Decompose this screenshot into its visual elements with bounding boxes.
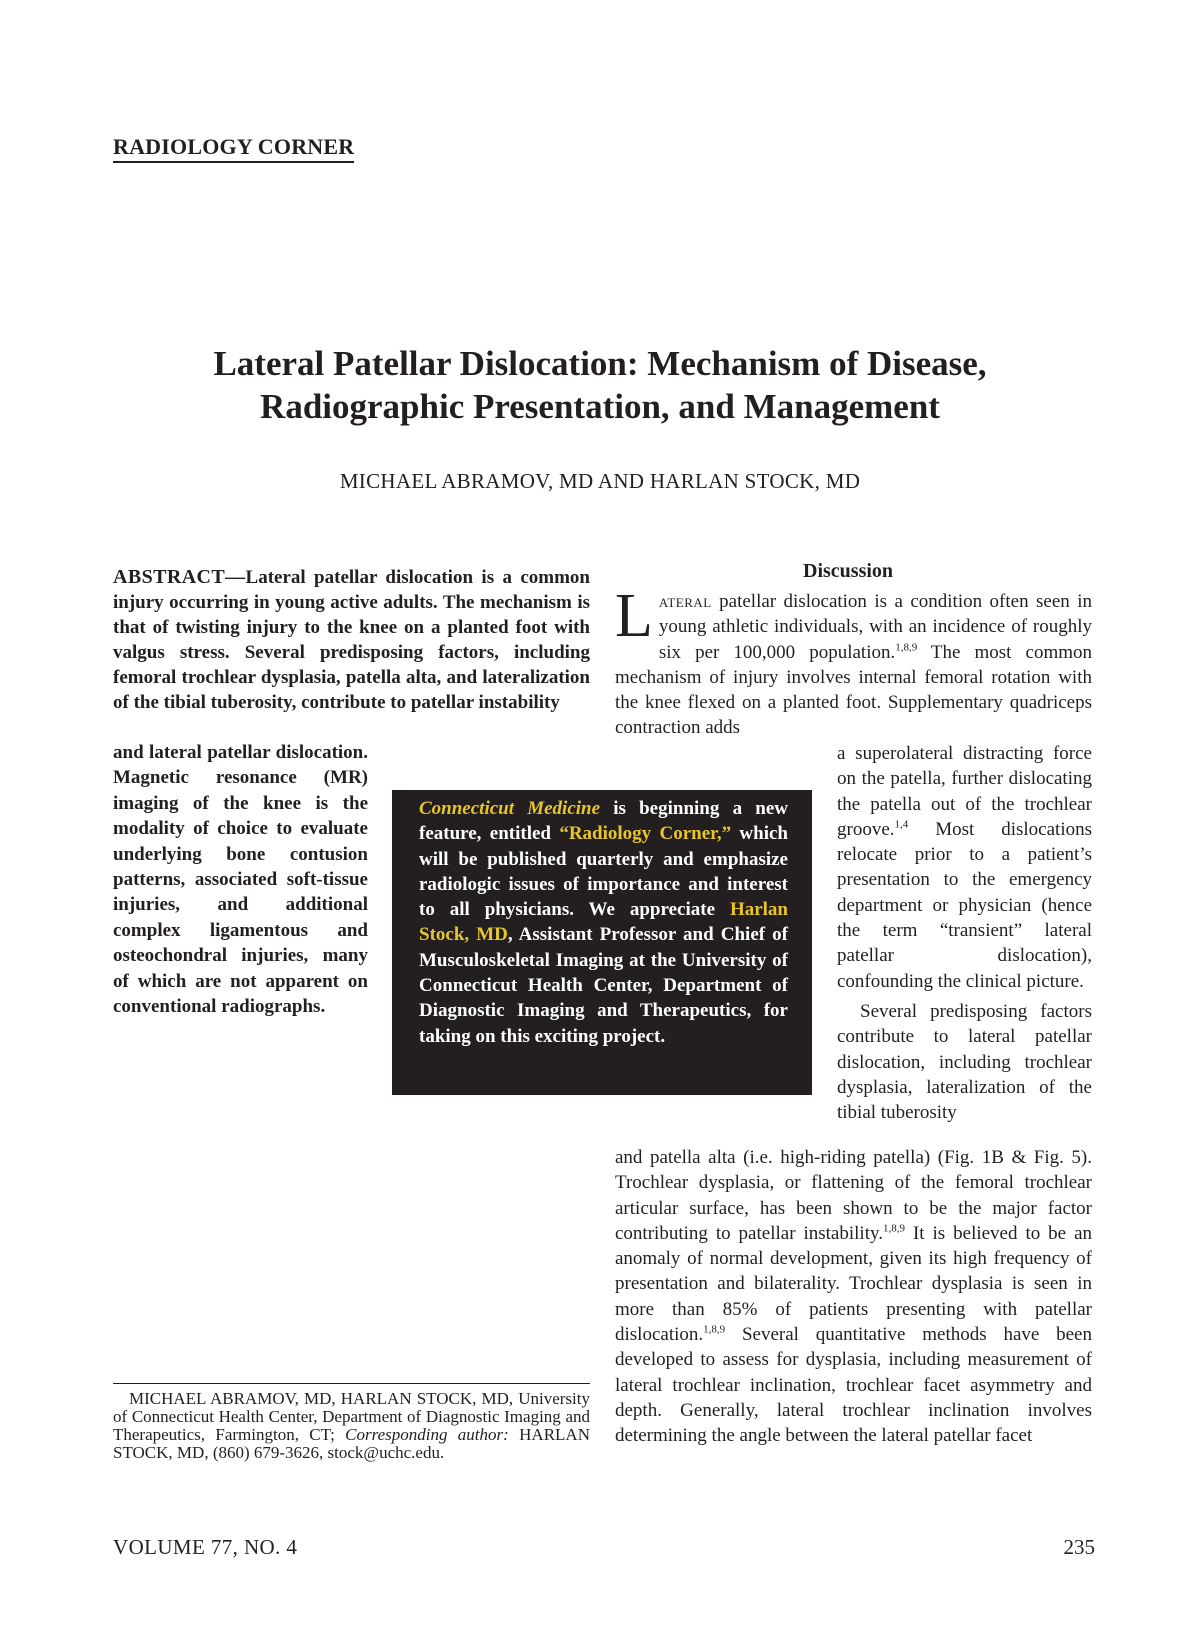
footer-volume: VOLUME 77, NO. 4 bbox=[113, 1535, 298, 1559]
discussion-block-1 bbox=[615, 582, 1092, 741]
abstract-wide bbox=[113, 565, 590, 715]
editorial-callout-box bbox=[392, 790, 812, 1095]
discussion-p1a: patellar dislocation is a condition often seen in young athletic individuals, with an incidence of roughly six per 100,000 population. bbox=[658, 591, 1092, 663]
discussion-p3: Several predisposing factors contribute to lateral patellar dislocation, including trochlear dysplasia, lateralization of the tibial tuberosity bbox=[837, 1000, 1092, 1124]
discussion-p2a: a superolateral distracting force on the patella, further dislocating the patella out of the trochlear groove. bbox=[837, 743, 1092, 840]
discussion-p4a: and patella alta (i.e. high-riding patella) (Fig. 1B & Fig. 5). Trochlear dysplasia, or flattening of the femoral trochlear articular surface, has been shown to be the major factor contributing to patellar instability. bbox=[615, 1147, 1092, 1244]
author-affiliation bbox=[113, 1390, 590, 1462]
author-byline: MICHAEL ABRAMOV, MD AND HARLAN STOCK, MD bbox=[339, 469, 861, 493]
title-line-1: Lateral Patellar Dislocation: Mechanism of Disease, bbox=[213, 344, 987, 383]
affiliation-names: MICHAEL ABRAMOV, MD, HARLAN STOCK, MD, bbox=[129, 1389, 514, 1408]
callout-text-3: , Assistant Professor and Chief of Musculoskeletal Imaging at the University of Connecticut Health Center, Department of Diagnostic Imaging and Therapeutics, for taking on this exciting project. bbox=[419, 924, 788, 1047]
reference-marker: 1,4 bbox=[894, 818, 909, 831]
callout-text-1: is beginning a new feature, entitled bbox=[419, 798, 788, 845]
corresponding-label: Corresponding author: bbox=[345, 1425, 509, 1444]
page-number: 235 bbox=[1063, 1535, 1095, 1559]
footnote-divider bbox=[113, 1383, 590, 1384]
discussion-heading: Discussion bbox=[803, 560, 894, 582]
discussion-block-3 bbox=[615, 1145, 1092, 1449]
reference-marker: 1,8,9 bbox=[895, 641, 918, 654]
reference-marker: 1,8,9 bbox=[703, 1323, 726, 1336]
callout-feature-name: “Radiology Corner,” bbox=[559, 823, 732, 845]
callout-journal-name: Connecticut Medicine bbox=[419, 798, 601, 819]
title-line-2: Radiographic Presentation, and Management bbox=[260, 387, 940, 426]
discussion-p2b: Most dislocations relocate prior to a patient’s presentation to the emergency department or physician (hence the term “transient” lateral patellar dislocation), confounding the clinical picture. bbox=[837, 818, 1092, 992]
callout-person-name: Harlan Stock, MD bbox=[419, 899, 788, 946]
callout-text-2: which will be published quarterly and emphasize radiologic issues of importance and interest to all physicians. We appreciate bbox=[419, 823, 788, 921]
affiliation-text: University of Connecticut Health Center, Department of Diagnostic Imaging and Therapeutics, Farmington, CT; bbox=[113, 1389, 590, 1444]
abstract-label: ABSTRACT— bbox=[113, 566, 246, 588]
discussion-block-2 bbox=[837, 741, 1092, 1125]
discussion-p4c: Several quantitative methods have been developed to assess for dysplasia, including measurement of lateral trochlear inclination, trochlear facet asymmetry and depth. Generally, lateral trochlear inclination involves determining the angle between the lateral patellar facet bbox=[615, 1324, 1092, 1447]
drop-cap: L bbox=[615, 582, 653, 650]
section-label: RADIOLOGY CORNER bbox=[113, 134, 354, 163]
reference-marker: 1,8,9 bbox=[883, 1222, 905, 1235]
abstract-text-wide: Lateral patellar dislocation is a common injury occurring in young active adults. The mechanism is that of twisting injury to the knee on a planted foot with valgus stress. Several predisposing factors, including femoral trochlear dysplasia, patella alta, and lateralization of the tibial tuberosity, contribute to patellar instability bbox=[113, 567, 590, 713]
article-title bbox=[100, 342, 1100, 428]
discussion-p4b: It is believed to be an anomaly of normal development, given its high frequency of presentation and bilaterality. Trochlear dysplasia is seen in more than 85% of patients presenting with patellar dislocation. bbox=[615, 1222, 1092, 1346]
corresponding-contact: HARLAN STOCK, MD, (860) 679-3626, stock@uchc.edu. bbox=[113, 1425, 590, 1462]
discussion-p1b: The most common mechanism of injury involves internal femoral rotation with the knee flexed on a planted foot. Supplementary quadriceps contraction adds bbox=[615, 641, 1092, 739]
small-caps-lead: ateral bbox=[658, 591, 712, 612]
abstract-narrow: and lateral patellar dislocation. Magnetic resonance (MR) imaging of the knee is the modality of choice to evaluate underlying bone contusion patterns, associated soft-tissue injuries, and additional complex ligamentous and osteochondral injuries, many of which are not apparent on conventional radiographs. bbox=[113, 742, 368, 1018]
